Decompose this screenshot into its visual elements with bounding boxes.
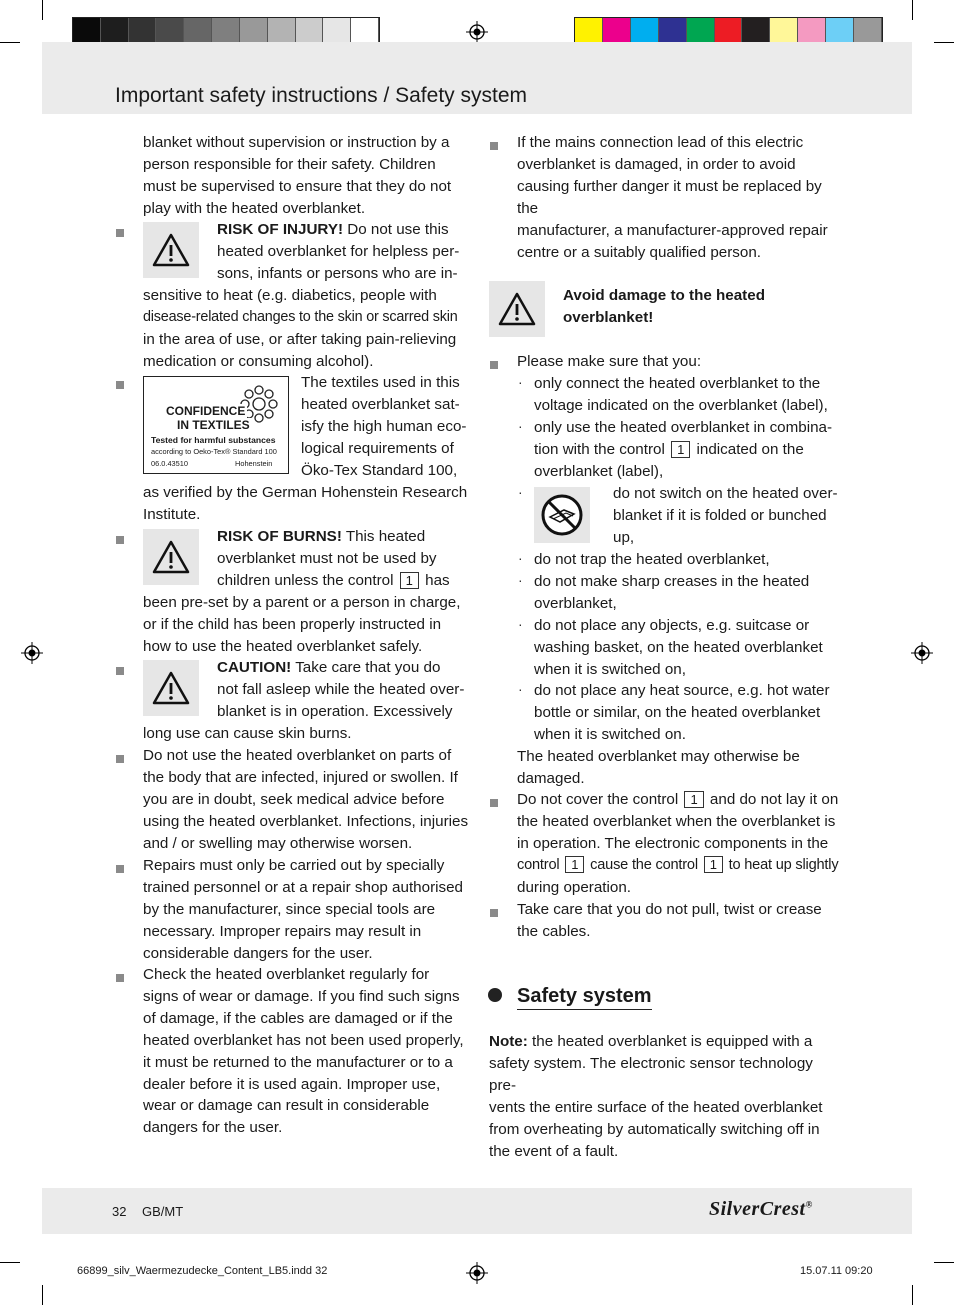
oeko-badge-line1: CONFIDENCE	[166, 404, 246, 418]
cover-text: Do not cover the control 1 and do not lay it on the heated overblanket when the overblanket is in operation. The electronic components in the control 1 cause the control 1 to heat up slightly during operation.	[517, 791, 839, 896]
brand-logo: SilverCrest®	[709, 1198, 813, 1220]
list-item: do not switch on the heated over- blanket if it is folded or bunched up,	[613, 485, 838, 546]
left-continuation: blanket without supervision or instruction by a person responsible for their safety. Children must be supervised to ensure that they do not play with the heated overblanket.	[143, 134, 452, 217]
cables-text: Take care that you do not pull, twist or crease the cables.	[517, 901, 822, 940]
page-number: 32	[112, 1204, 127, 1219]
color-swatch	[240, 18, 268, 45]
oeko-text-side: The textiles used in this heated overblanket sat- isfy the high human eco- logical requirements of Öko-Tex Standard 100,	[301, 374, 467, 479]
color-swatch	[742, 18, 770, 45]
color-swatch	[129, 18, 157, 45]
injury-text-full: sensitive to heat (e.g. diabetics, people with disease-related changes to the skin or scarred skin in the area of use, or after taking pain-relieving medication or consuming alcohol).	[143, 287, 458, 370]
warning-sign	[143, 529, 199, 585]
bullet	[116, 229, 124, 237]
color-swatch	[351, 18, 379, 45]
note-lead: Note:	[489, 1033, 528, 1050]
caution-text-full: long use can cause skin burns.	[143, 725, 352, 742]
warning-triangle-icon	[151, 668, 191, 708]
crop-mark	[0, 1262, 20, 1263]
warning-triangle-icon	[497, 289, 537, 329]
registration-mark-icon	[911, 642, 933, 664]
bullet	[116, 755, 124, 763]
avoid-damage-heading: Avoid damage to the heated overblanket!	[563, 287, 765, 326]
check-text: Check the heated overblanket regularly for signs of wear or damage. If you find such signs of damage, if the cables are damaged or if the heated overblanket has not been used properly, it must be returned to the manufacturer or to a dealer before it is used again. Improper use, wear or damage can result in considerable dangers for the user.	[143, 966, 464, 1137]
registration-mark-icon	[466, 21, 488, 43]
warning-triangle-icon	[151, 537, 191, 577]
control-number-box: 1	[400, 572, 419, 589]
bullet	[116, 667, 124, 675]
color-swatch	[826, 18, 854, 45]
color-swatch	[770, 18, 798, 45]
bullet	[490, 142, 498, 150]
please-text: Please make sure that you:	[517, 353, 702, 370]
page-footer	[42, 1188, 912, 1234]
parts-text: Do not use the heated overblanket on parts of the body that are infected, injured or swollen. If you are in doubt, seek medical advice before using the heated overblanket. Infections, injuries and / or swelling may otherwise worsen.	[143, 747, 469, 852]
color-swatch	[715, 18, 743, 45]
color-swatch	[854, 18, 882, 45]
list-item: do not make sharp creases in the heated overblanket,	[534, 573, 810, 612]
control-number-box: 1	[704, 856, 723, 873]
oeko-badge-line2: IN TEXTILES	[177, 418, 250, 432]
crop-mark	[42, 1285, 43, 1305]
section-heading: Safety system	[517, 983, 652, 1010]
injury-text-side: RISK OF INJURY! Do not use this heated overblanket for helpless per- sons, infants or persons who are in-	[217, 221, 460, 282]
repairs-text: Repairs must only be carried out by specially trained personnel or at a repair shop authorised by the manufacturer, since special tools are necessary. Improper repairs may result in considerable dangers for the user.	[143, 857, 463, 962]
control-number-box: 1	[684, 791, 703, 808]
crop-mark	[934, 1262, 954, 1263]
oeko-tex-label: CONFIDENCE IN TEXTILES Tested for harmful substances according to Oeko-Tex® Standard 100 06.0.43510 Hohenstein	[143, 376, 289, 474]
no-folded-blanket-icon	[540, 493, 584, 537]
language-code: GB/MT	[142, 1204, 184, 1219]
list-item: do not trap the heated overblanket,	[534, 551, 770, 568]
list-item: do not place any objects, e.g. suitcase or washing basket, on the heated overblanket when it is switched on,	[534, 617, 823, 678]
warning-sign	[489, 281, 545, 337]
bullet	[116, 865, 124, 873]
bullet	[490, 799, 498, 807]
color-swatch	[296, 18, 324, 45]
list-item: only connect the heated overblanket to the voltage indicated on the overblanket (label),	[534, 375, 828, 414]
warning-sign	[143, 222, 199, 278]
list-item: only use the heated overblanket in combina- tion with the control 1 indicated on the overblanket (label),	[534, 419, 833, 480]
color-swatch	[631, 18, 659, 45]
burns-lead: RISK OF BURNS!	[217, 528, 342, 545]
color-swatch	[156, 18, 184, 45]
crop-mark	[42, 0, 43, 20]
control-number-box: 1	[565, 856, 584, 873]
crop-mark	[912, 1285, 913, 1305]
mains-text: If the mains connection lead of this electric overblanket is damaged, in order to avoid causing further danger it must be replaced by the manufacturer, a manufacturer-approved repair centre or a suitably qualified person.	[517, 134, 828, 261]
oeko-text-full: as verified by the German Hohenstein Research Institute.	[143, 484, 468, 523]
bullet	[490, 909, 498, 917]
date-slug: 15.07.11 09:20	[800, 1265, 873, 1277]
warning-sign	[143, 660, 199, 716]
crop-mark	[0, 42, 20, 43]
color-swatch	[603, 18, 631, 45]
bullet	[490, 361, 498, 369]
color-swatch	[212, 18, 240, 45]
crop-mark	[912, 0, 913, 20]
no-folding-sign	[534, 487, 590, 543]
color-swatch	[659, 18, 687, 45]
bullet	[116, 381, 124, 389]
bullet	[116, 536, 124, 544]
otherwise-text: The heated overblanket may otherwise be damaged.	[517, 748, 800, 787]
color-swatch	[184, 18, 212, 45]
page-header	[42, 42, 912, 114]
color-swatch	[687, 18, 715, 45]
registration-mark-icon	[466, 1262, 488, 1284]
burns-text-side: RISK OF BURNS! This heated overblanket must not be used by children unless the control 1 has	[217, 528, 450, 589]
color-swatch	[798, 18, 826, 45]
registration-mark-icon	[21, 642, 43, 664]
color-swatch	[268, 18, 296, 45]
control-number-box: 1	[671, 441, 690, 458]
color-swatch	[101, 18, 129, 45]
warning-triangle-icon	[151, 230, 191, 270]
burns-text-full: been pre-set by a parent or a person in charge, or if the child has been properly instructed in how to use the heated overblanket safely.	[143, 594, 461, 655]
injury-lead: RISK OF INJURY!	[217, 221, 344, 238]
caution-lead: CAUTION!	[217, 659, 292, 676]
note-text: Note: the heated overblanket is equipped with a safety system. The electronic sensor technology pre- vents the entire surface of the heated overblanket from overheating by automatically switching off in the event of a fault.	[489, 1033, 823, 1160]
color-swatch	[323, 18, 351, 45]
color-swatch	[575, 18, 603, 45]
list-item: do not place any heat source, e.g. hot water bottle or similar, on the heated overblanket when it is switched on.	[534, 682, 830, 743]
crop-mark	[934, 42, 954, 43]
bullet	[116, 974, 124, 982]
color-swatch	[73, 18, 101, 45]
page-title: Important safety instructions / Safety system	[115, 84, 527, 107]
caution-text-side: CAUTION! Take care that you do not fall asleep while the heated over- blanket is in operation. Excessively	[217, 659, 465, 720]
section-bullet	[488, 988, 502, 1002]
file-slug: 66899_silv_Waermezudecke_Content_LB5.indd 32	[77, 1265, 328, 1277]
